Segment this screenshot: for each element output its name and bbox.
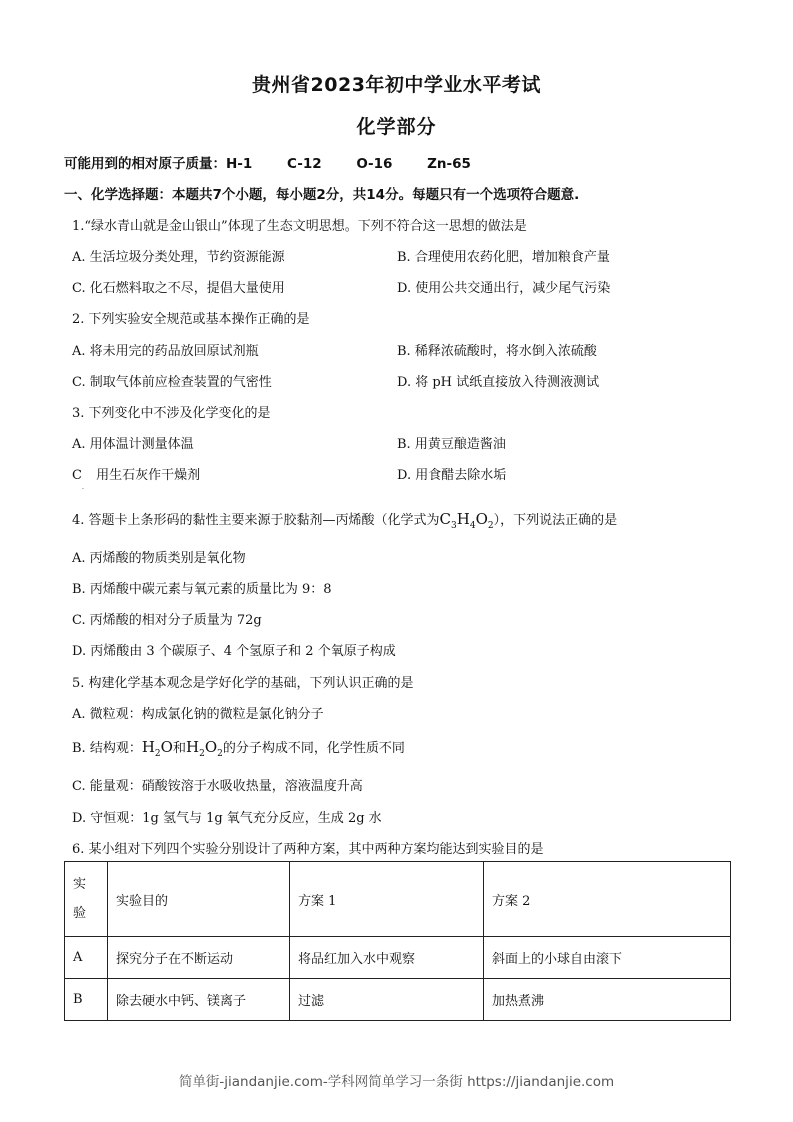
table-cell: 将品红加入水中观察 [290, 937, 484, 979]
table-row [65, 979, 731, 1021]
exam-subtitle: 化学部分 [356, 116, 437, 138]
question-1-option-d: D. 使用公共交通出行，减少尾气污染 [397, 281, 611, 296]
table-cell: A [65, 937, 108, 979]
question-3-option-a: A. 用体温计测量体温 [72, 437, 194, 452]
table-header-cell: 方案 2 [484, 862, 731, 937]
table-cell: 斜面上的小球自由滚下 [484, 937, 731, 979]
question-2-option-c: C. 制取气体前应检查装置的气密性 [72, 375, 272, 390]
atomic-mass-label: 可能用到的相对原子质量：H-1 [64, 156, 253, 172]
question-5-option-b-and: 和 [172, 741, 186, 756]
exam-title: 贵州省2023年初中学业水平考试 [252, 74, 541, 96]
hydrogen-peroxide-formula: $H_2O_2$ [185, 738, 223, 759]
atomic-mass-zn: Zn-65 [427, 156, 471, 172]
table-cell: 加热煮沸 [484, 979, 731, 1021]
question-4-stem-post: ），下列说法正确的是 [493, 513, 618, 528]
question-5-stem: 5. 构建化学基本观念是学好化学的基础，下列认识正确的是 [72, 676, 414, 691]
question-3-option-c-letter: C [72, 468, 82, 483]
question-6-stem: 6. 某小组对下列四个实验分别设计了两种方案，其中两种方案均能达到实验目的是 [72, 842, 544, 857]
table-cell: 过滤 [290, 979, 484, 1021]
table-header-row [65, 862, 731, 937]
section-heading: 一、化学选择题：本题共7个小题，每小题2分，共14分。每题只有一个选项符合题意. [64, 187, 580, 203]
header-experiment-top: 实 [73, 877, 87, 892]
header-experiment-bottom: 验 [73, 906, 87, 921]
question-3-option-c-text: 用生石灰作干燥剂 [96, 468, 201, 483]
question-4-option-d: D. 丙烯酸由 3 个碳原子、4 个氢原子和 2 个氧原子构成 [72, 644, 396, 659]
question-3-option-d: D. 用食醋去除水垢 [397, 468, 507, 483]
table-cell: 探究分子在不断运动 [108, 937, 290, 979]
question-1-option-a: A. 生活垃圾分类处理，节约资源能源 [72, 250, 285, 265]
question-5-option-b-pre: B. 结构观： [72, 741, 142, 756]
question-5-option-b-post: 的分子构成不同，化学性质不同 [222, 741, 405, 756]
question-5-option-b [72, 737, 405, 759]
question-2-option-b: B. 稀释浓硫酸时，将水倒入浓硫酸 [397, 344, 597, 359]
water-formula: $H_2O$ [141, 738, 173, 759]
table-header-cell [65, 862, 108, 937]
question-3-stem: 3. 下列变化中不涉及化学变化的是 [72, 406, 271, 421]
question-4-stem-pre: 4. 答题卡上条形码的黏性主要来源于胶黏剂—丙烯酸（化学式为 [72, 513, 440, 528]
question-3-option-c [72, 464, 200, 483]
question-4-option-a: A. 丙烯酸的物质类别是氧化物 [72, 551, 246, 566]
question-2-option-d: D. 将 pH 试纸直接放入待测液测试 [397, 375, 600, 390]
question-5-option-a: A. 微粒观：构成氯化钠的微粒是氯化钠分子 [72, 707, 324, 722]
question-2-option-a: A. 将未用完的药品放回原试剂瓶 [72, 344, 259, 359]
question-5-option-c: C. 能量观：硝酸铵溶于水吸收热量，溶液温度升高 [72, 779, 363, 794]
question-3-option-b: B. 用黄豆酿造酱油 [397, 437, 506, 452]
table-row [65, 937, 731, 979]
atomic-mass-line [64, 152, 471, 172]
question-4-stem [72, 509, 617, 531]
question-2-stem: 2. 下列实验安全规范或基本操作正确的是 [72, 312, 310, 327]
question-5-option-d: D. 守恒观：1g 氢气与 1g 氧气充分反应，生成 2g 水 [72, 811, 382, 826]
table-cell: 除去硬水中钙、镁离子 [108, 979, 290, 1021]
question-1-option-c: C. 化石燃料取之不尽，提倡大量使用 [72, 281, 285, 296]
experiment-table [64, 861, 731, 1021]
atomic-mass-c: C-12 [287, 156, 322, 172]
atomic-mass-o: O-16 [356, 156, 393, 172]
table-header-cell: 方案 1 [290, 862, 484, 937]
table-header-cell: 实验目的 [108, 862, 290, 937]
question-1-stem: 1.“绿水青山就是金山银山”体现了生态文明思想。下列不符合这一思想的做法是 [72, 219, 527, 234]
question-4-option-c: C. 丙烯酸的相对分子质量为 72g [72, 613, 262, 628]
footer-watermark: 简单街-jiandanjie.com-学科网简单学习一条街 https://jiandanjie.com [178, 1074, 615, 1090]
table-cell: B [65, 979, 108, 1021]
stray-dot: . [82, 484, 84, 491]
acrylic-acid-formula: $C_3H_4O_2$ [439, 510, 494, 531]
question-1-option-b: B. 合理使用农药化肥，增加粮食产量 [397, 250, 610, 265]
question-4-option-b: B. 丙烯酸中碳元素与氧元素的质量比为 9：8 [72, 582, 332, 597]
